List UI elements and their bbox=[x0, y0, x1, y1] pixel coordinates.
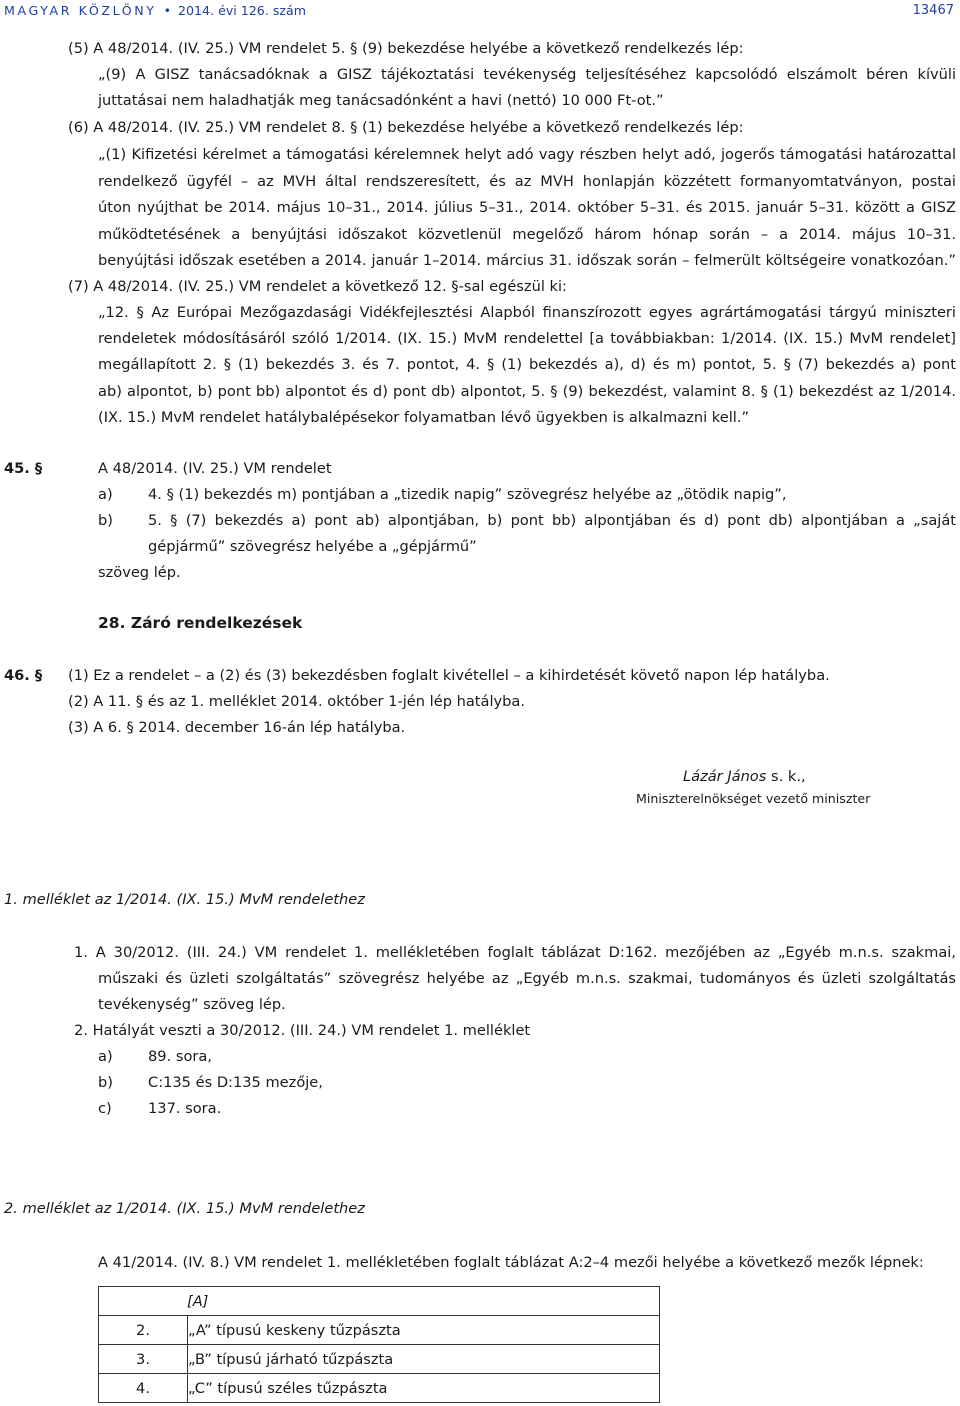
text-line: 4. § (1) bekezdés m) pontjában a „tizedik napig” szövegrész helyébe az „ötödik napig”, bbox=[148, 486, 787, 503]
text-line: a) bbox=[98, 1048, 113, 1065]
text-line: tevékenység” szöveg lép. bbox=[98, 996, 286, 1013]
text-line: ab) alpontot, b) pont bb) alpontot és d) pont db) alpontot, 5. § (9) bekezdést, valamint 8. § (1) bekezdést az 1/2014. bbox=[98, 383, 956, 400]
annex-2-title: 2. melléklet az 1/2014. (IX. 15.) MvM rendelethez bbox=[4, 1200, 365, 1217]
issue-number: 2014. évi 126. szám bbox=[178, 3, 306, 18]
text-line: műszaki és üzleti szolgáltatás” szövegrész helyébe az „Egyéb m.n.s. szakmai, tudományos és üzleti szolgáltatás bbox=[98, 970, 956, 987]
table-row-text: „A” típusú keskeny tűzpászta bbox=[188, 1316, 660, 1345]
section-45-number: 45. § bbox=[4, 460, 43, 477]
text-line: c) bbox=[98, 1100, 112, 1117]
text-line: megállapított 2. § (1) bekezdés 3. és 7. pontot, 4. § (1) bekezdés a), d) és m) pontot, 5. § (7) bekezdés a) pont bbox=[98, 356, 956, 373]
text-line: 1. A 30/2012. (III. 24.) VM rendelet 1. mellékletében foglalt táblázat D:162. mezőjében az „Egyéb m.n.s. szakmai, bbox=[74, 944, 956, 961]
section-46-number: 46. § bbox=[4, 667, 43, 684]
text-line: (5) A 48/2014. (IV. 25.) VM rendelet 5. § (9) bekezdése helyébe a következő rendelkezés lép: bbox=[68, 40, 744, 57]
signatory-suffix: s. k., bbox=[766, 768, 806, 785]
text-line: C:135 és D:135 mezője, bbox=[148, 1074, 323, 1091]
text-line: szöveg lép. bbox=[98, 564, 181, 581]
text-line: úton nyújthat be 2014. május 10–31., 2014. július 5–31., 2014. október 5–31. és 2015. január 5–31. között a GISZ bbox=[98, 199, 956, 216]
text-line: 2. Hatályát veszti a 30/2012. (III. 24.) VM rendelet 1. melléklet bbox=[74, 1022, 531, 1039]
text-line: „(9) A GISZ tanácsadóknak a GISZ tájékoztatási tevékenység teljesítéséhez kapcsolódó elszámolt béren kívüli bbox=[98, 66, 956, 83]
text-line: (6) A 48/2014. (IV. 25.) VM rendelet 8. § (1) bekezdése helyébe a következő rendelkezés lép: bbox=[68, 119, 744, 136]
text-line: (7) A 48/2014. (IV. 25.) VM rendelet a következő 12. §-sal egészül ki: bbox=[68, 278, 567, 295]
table-row-number: 4. bbox=[99, 1374, 188, 1403]
table-row-number: 3. bbox=[99, 1345, 188, 1374]
table-row bbox=[99, 1345, 660, 1374]
text-line: gépjármű” szövegrész helyébe a „gépjármű” bbox=[148, 538, 477, 555]
header-bullet: • bbox=[163, 3, 172, 18]
table-header-cell: [A] bbox=[99, 1287, 660, 1316]
text-line: A 48/2014. (IV. 25.) VM rendelet bbox=[98, 460, 332, 477]
table-row-text: „B” típusú járható tűzpászta bbox=[188, 1345, 660, 1374]
table-row bbox=[99, 1374, 660, 1403]
page-number: 13467 bbox=[912, 3, 954, 18]
text-line: „12. § Az Európai Mezőgazdasági Vidékfejlesztési Alapból finanszírozott egyes agrártámogatási tárgyú miniszteri bbox=[98, 304, 956, 321]
annex-1-title: 1. melléklet az 1/2014. (IX. 15.) MvM rendelethez bbox=[4, 891, 365, 908]
header-journal-info bbox=[4, 3, 306, 18]
replacement-table bbox=[98, 1286, 660, 1403]
table-header-row bbox=[99, 1287, 660, 1316]
text-line: „(1) Kifizetési kérelmet a támogatási kérelemnek helyt adó vagy részben helyt adó, jogerős támogatási határozattal bbox=[98, 146, 956, 163]
chapter-28-title: 28. Záró rendelkezések bbox=[98, 614, 303, 632]
text-line: 89. sora, bbox=[148, 1048, 212, 1065]
text-line: A 41/2014. (IV. 8.) VM rendelet 1. mellékletében foglalt táblázat A:2–4 mezői helyébe a következő mezők lépnek: bbox=[98, 1254, 924, 1271]
signature-line bbox=[683, 768, 806, 785]
signatory-role: Miniszterelnökséget vezető miniszter bbox=[636, 791, 871, 806]
table-row-text: „C” típusú széles tűzpászta bbox=[188, 1374, 660, 1403]
text-line: b) bbox=[98, 512, 113, 529]
text-line: benyújtási időszak esetében a 2014. január 1–2014. március 31. időszak során – felmerült költségeire vonatkozóan.” bbox=[98, 252, 956, 269]
text-line: juttatásai nem haladhatják meg tanácsadónként a havi (nettó) 10 000 Ft-ot.” bbox=[98, 92, 664, 109]
signatory-name: Lázár János bbox=[683, 768, 767, 785]
text-line: (IX. 15.) MvM rendelet hatálybalépésekor folyamatban lévő ügyekben is alkalmazni kell.” bbox=[98, 409, 750, 426]
journal-name: MAGYAR KÖZLÖNY bbox=[4, 3, 157, 18]
text-line: működtetésének a benyújtási időszakot közvetlenül megelőző három hónap során – a 2014. május 10–31. bbox=[98, 226, 956, 243]
text-line: a) bbox=[98, 486, 113, 503]
text-line: (1) Ez a rendelet – a (2) és (3) bekezdésben foglalt kivétellel – a kihirdetését követő napon lép hatályba. bbox=[68, 667, 830, 684]
text-line: (3) A 6. § 2014. december 16-án lép hatályba. bbox=[68, 719, 406, 736]
page-header bbox=[4, 3, 956, 21]
table-row bbox=[99, 1316, 660, 1345]
text-line: rendeletek módosításáról szóló 1/2014. (IX. 15.) MvM rendelettel [a továbbiakban: 1/2014. (IX. 15.) MvM rendelet] bbox=[98, 330, 956, 347]
text-line: (2) A 11. § és az 1. melléklet 2014. október 1-jén lép hatályba. bbox=[68, 693, 526, 710]
text-line: 137. sora. bbox=[148, 1100, 222, 1117]
text-line: b) bbox=[98, 1074, 113, 1091]
text-line: 5. § (7) bekezdés a) pont ab) alpontjában, b) pont bb) alpontjában és d) pont db) alpontjában a „saját bbox=[148, 512, 956, 529]
text-line: rendelkező ügyfél – az MVH által rendszeresített, és az MVH honlapján közzétett formanyomtatványon, postai bbox=[98, 173, 956, 190]
table-row-number: 2. bbox=[99, 1316, 188, 1345]
